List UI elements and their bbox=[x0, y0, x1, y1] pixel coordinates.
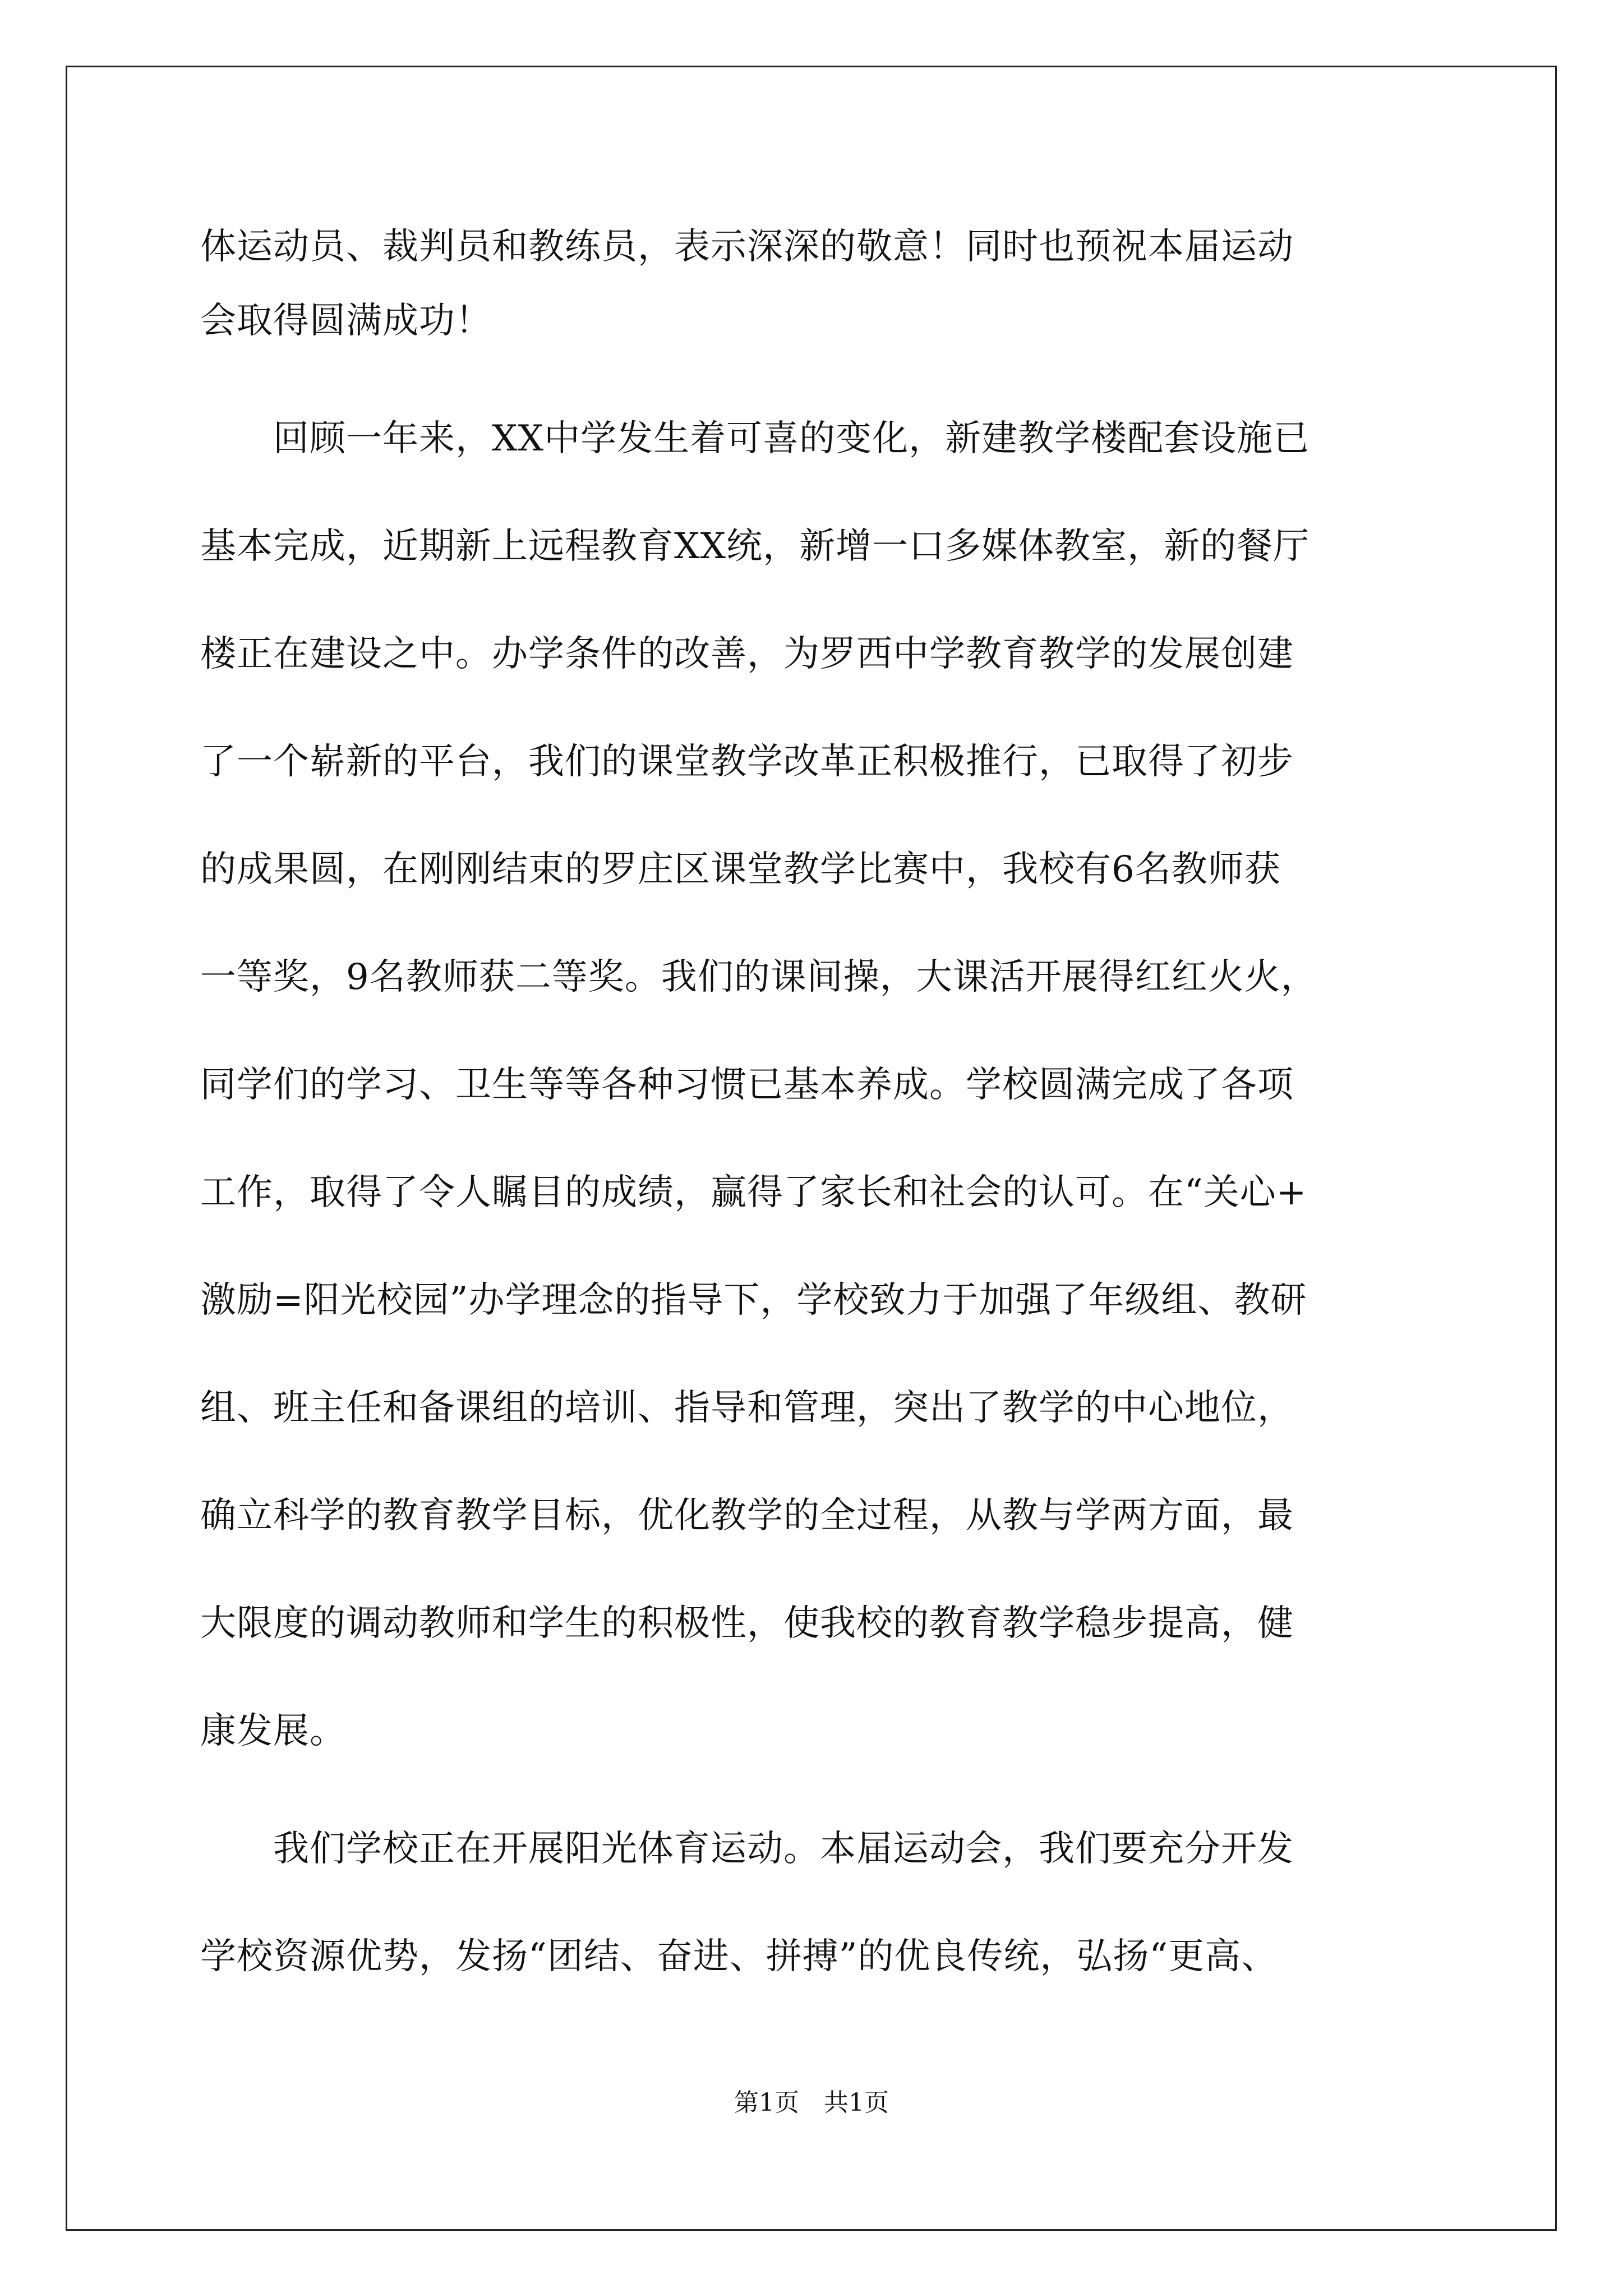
text-line: 回顾一年来，XX中学发生着可喜的变化，新建教学楼配套设施已 bbox=[200, 418, 1310, 459]
text-line: 康发展。 bbox=[200, 1710, 346, 1752]
text-line: 大限度的调动教师和学生的积极性，使我校的教育教学稳步提高，健 bbox=[200, 1603, 1294, 1644]
text-line: 一等奖，9名教师获二等奖。我们的课间操，大课活开展得红红火火， bbox=[200, 956, 1317, 998]
text-line: 楼正在建设之中。办学条件的改善，为罗西中学教育教学的发展创建 bbox=[200, 633, 1294, 675]
text-line: 了一个崭新的平台，我们的课堂教学改革正积极推行，已取得了初步 bbox=[200, 741, 1294, 783]
page-border bbox=[66, 66, 1557, 2231]
text-line: 同学们的学习、卫生等等各种习惯已基本养成。学校圆满完成了各项 bbox=[200, 1064, 1294, 1106]
text-line: 确立科学的教育教学目标，优化教学的全过程，从教与学两方面，最 bbox=[200, 1495, 1294, 1536]
text-line: 会取得圆满成功！ bbox=[200, 300, 492, 342]
text-line: 组、班主任和备课组的培训、指导和管理，突出了教学的中心地位， bbox=[200, 1387, 1294, 1429]
text-line: 我们学校正在开展阳光体育运动。本届运动会，我们要充分开发 bbox=[200, 1828, 1294, 1870]
text-line: 学校资源优势，发扬“团结、奋进、拼搏”的优良传统，弘扬“更高、 bbox=[200, 1936, 1278, 1977]
text-line: 的成果圆，在刚刚结束的罗庄区课堂教学比赛中，我校有6名教师获 bbox=[200, 849, 1281, 890]
text-line: 工作，取得了令人瞩目的成绩，赢得了家长和社会的认可。在“关心+ bbox=[200, 1172, 1307, 1213]
text-line: 基本完成，近期新上远程教育XX统，新增一口多媒体教室，新的餐厅 bbox=[200, 526, 1310, 567]
text-line: 激励=阳光校园”办学理念的指导下，学校致力于加强了年级组、教研 bbox=[200, 1280, 1307, 1321]
text-line: 体运动员、裁判员和教练员，表示深深的敬意！同时也预祝本届运动 bbox=[200, 226, 1294, 268]
page-number-footer: 第1页 共1页 bbox=[734, 2088, 889, 2117]
